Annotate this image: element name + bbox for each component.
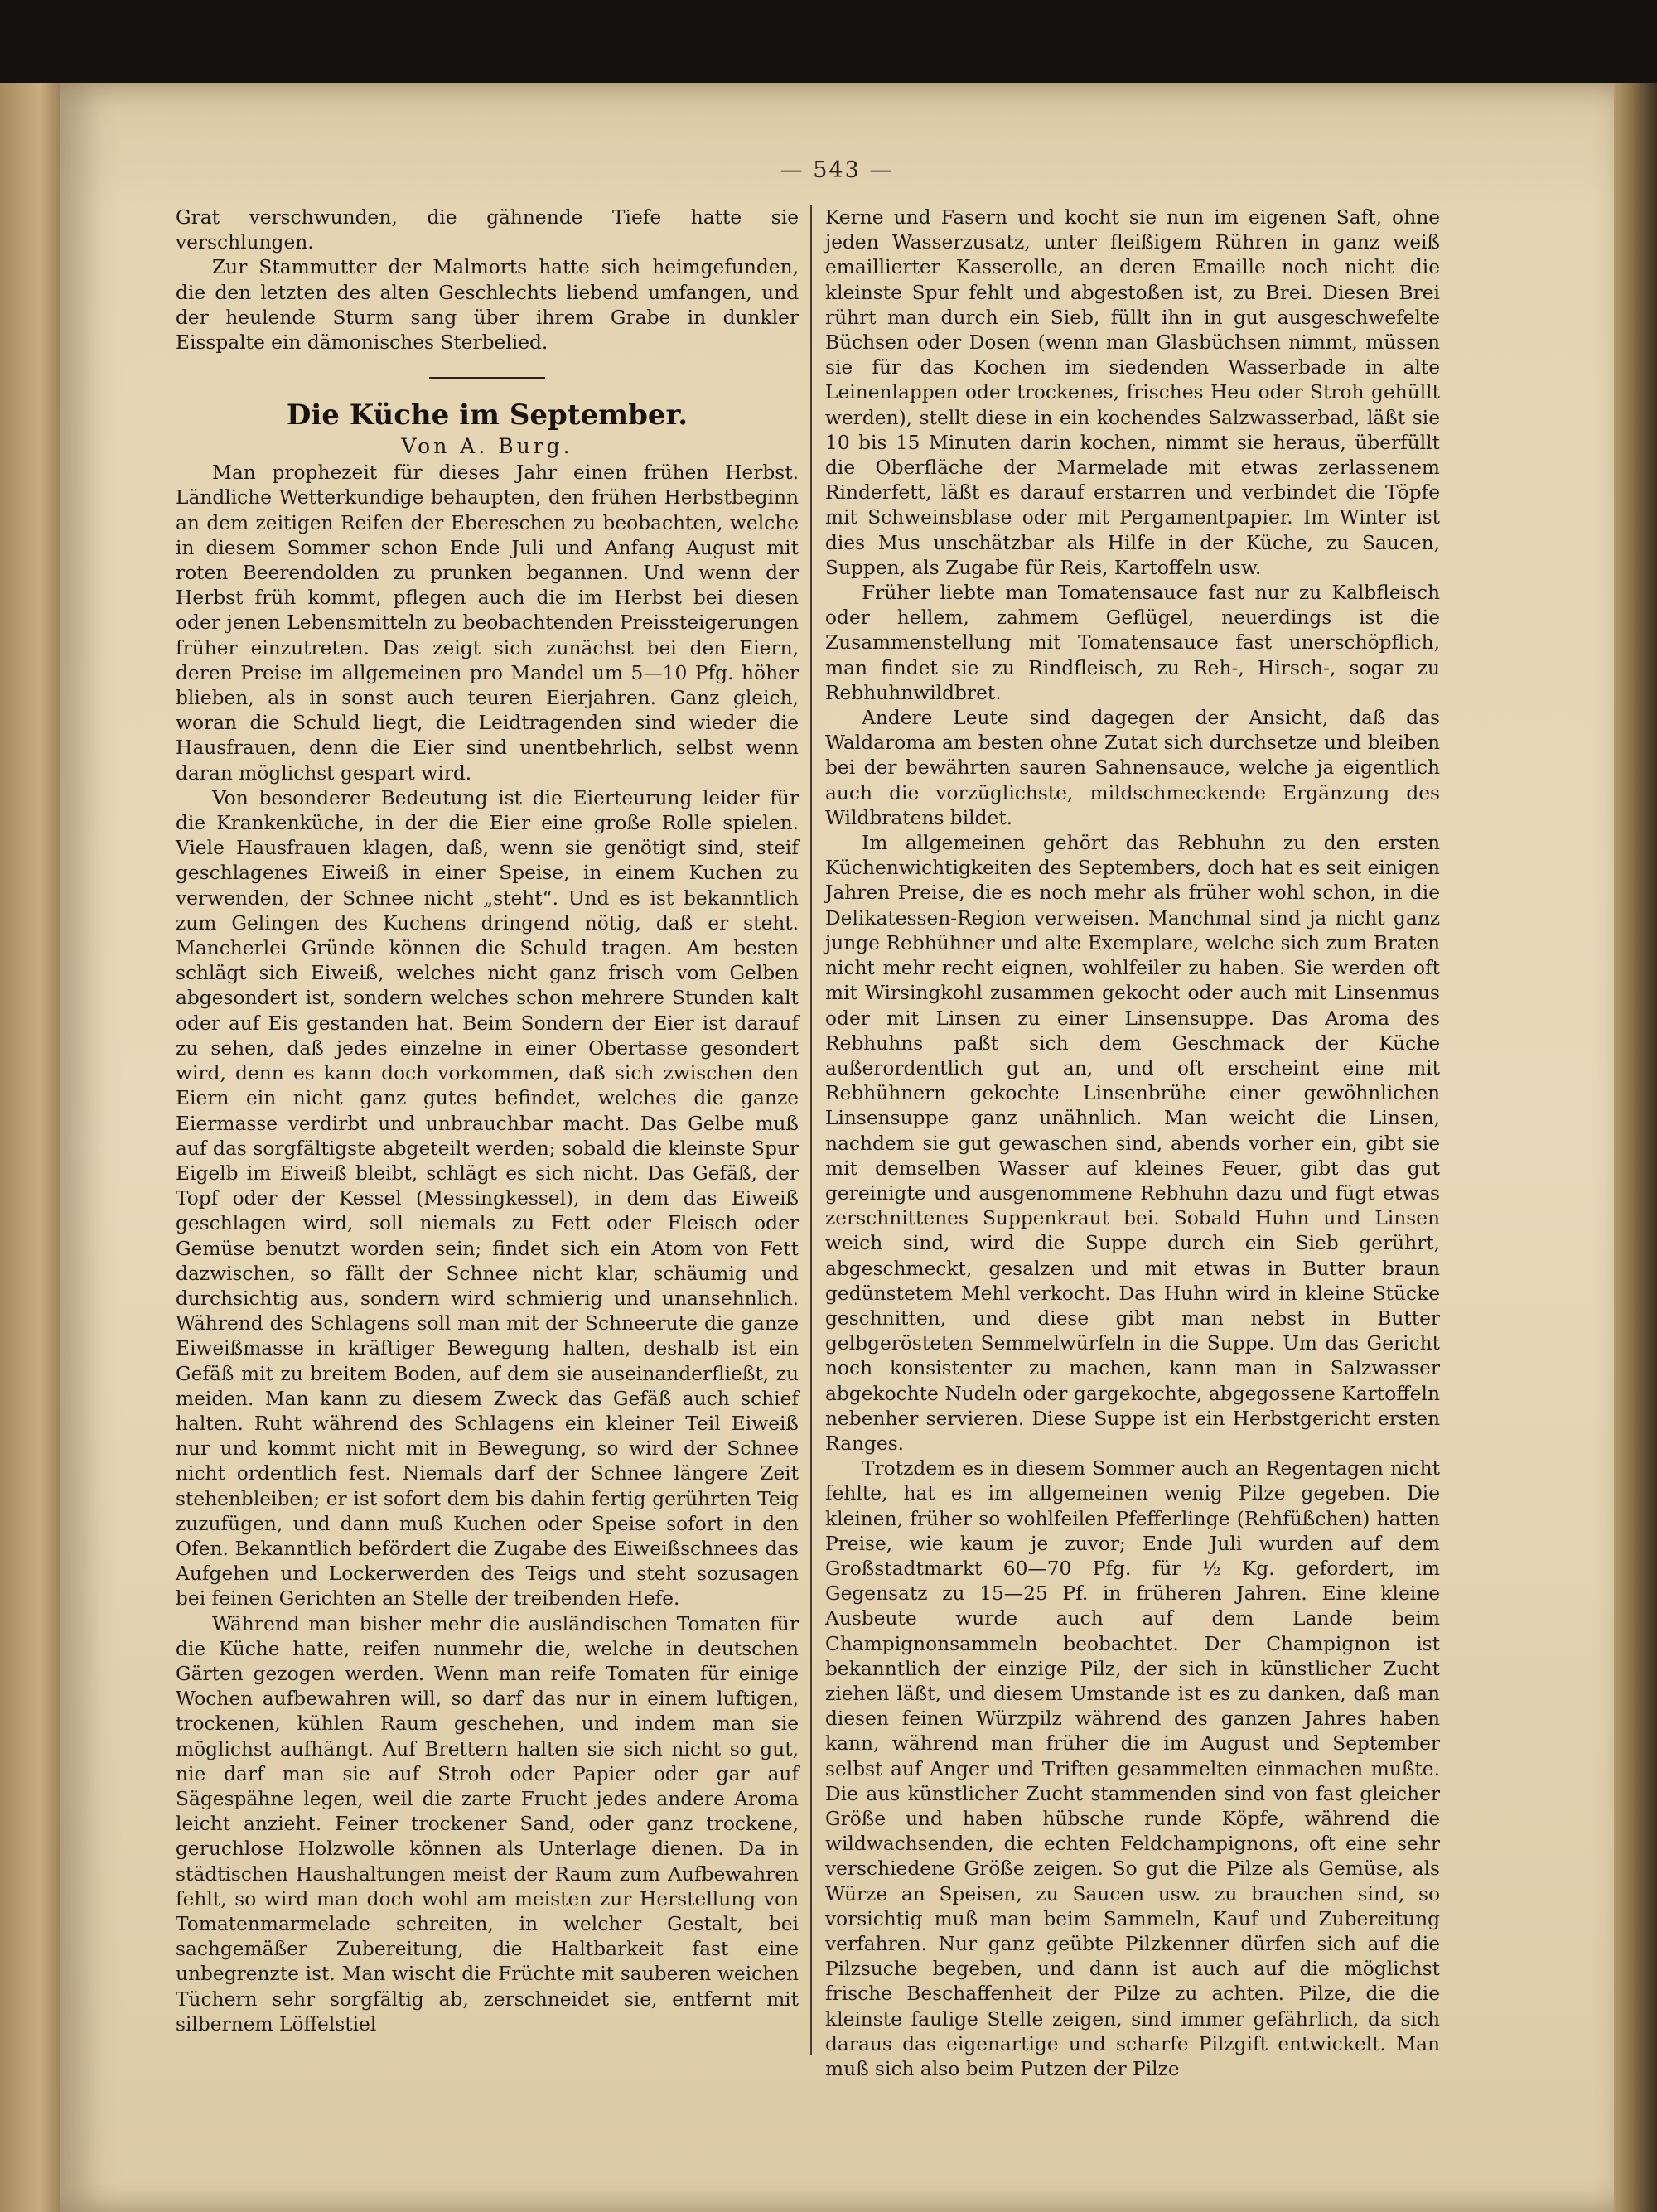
article-paragraph: Man prophezeit für dieses Jahr einen frühen Herbst. Ländliche Wetterkundige behaupten, den frühen Herbstbeginn an dem zeitigen Reifen der Ebereschen zu beobachten, welche in diesem Sommer schon Ende Juli und Anfang August mit roten Beerendolden zu prunken begannen. Und wenn der Herbst früh kommt, pflegen auch die im Herbst bei diesen oder jenen Lebensmitteln zu beobachtenden Preissteigerungen früher einzutreten. Das zeigt sich zunächst bei den Eiern, deren Preise im allgemeinen pro Mandel um 5—10 Pfg. höher blieben, als in sonst auch teuren Eierjahren. Ganz gleich, woran die Schuld liegt, die Leidtragenden sind wieder die Hausfrauen, denn die Eier sind unentbehrlich, selbst wenn daran möglichst gespart wird. bbox=[176, 461, 799, 785]
article-title: Die Küche im September. bbox=[286, 398, 688, 432]
left-column bbox=[176, 205, 799, 2037]
page-stack-edge bbox=[1614, 83, 1657, 2212]
column-divider bbox=[810, 205, 812, 2055]
previous-page-edge bbox=[0, 83, 66, 2212]
article-paragraph: Früher liebte man Tomatensauce fast nur zu Kalbfleisch oder hellem, zahmem Geflügel, neuerdings ist die Zusammenstellung mit Tomatensauce fast unerschöpflich, man findet sie zu Rindfleisch, zu Reh-, Hirsch-, sogar zu Rebhuhnwildbret. bbox=[825, 582, 1440, 704]
right-column bbox=[825, 205, 1440, 2082]
story-ending-paragraph: Grat verschwunden, die gähnende Tiefe hatte sie verschlungen. bbox=[176, 206, 799, 254]
article-paragraph: Während man bisher mehr die ausländischen Tomaten für die Küche hatte, reifen nunmehr die, welche in deutschen Gärten gezogen werden. Wenn man reife Tomaten für einige Wochen aufbewahren will, so darf das nur in einem luftigen, trockenen, kühlen Raum geschehen, und indem man sie möglichst aufhängt. Auf Brettern halten sie sich nicht so gut, nie darf man sie auf Stroh oder Papier oder gar auf Sägespähne legen, weil die zarte Frucht jedes andere Aroma leicht anzieht. Feiner trockener Sand, oder ganz trockene, geruchlose Holzwolle können als Unterlage dienen. Da in städtischen Haushaltungen meist der Raum zum Aufbewahren fehlt, so wird man doch wohl am meisten zur Herstellung von Tomatenmarmelade schreiten, in welcher Gestalt, bei sachgemäßer Zubereitung, die Haltbarkeit fast eine unbegrenzte ist. Man wischt die Früchte mit sauberen weichen Tüchern sehr sorgfältig ab, zerschneidet sie, entfernt mit silbernem Löffelstiel bbox=[176, 1612, 799, 2036]
article-paragraph: Von besonderer Bedeutung ist die Eierteurung leider für die Krankenküche, in der die Eier eine große Rolle spielen. Viele Hausfrauen klagen, daß, wenn sie genötigt sind, steif geschlagenes Eiweiß in einer Speise, in einem Kuchen zu verwenden, der Schnee nicht „steht“. Und es ist bekanntlich zum Gelingen des Kuchens dringend nötig, daß er steht. Mancherlei Gründe können die Schuld tragen. Am besten schlägt sich Eiweiß, welches nicht ganz frisch vom Gelben abgesondert ist, sondern welches schon mehrere Stunden kalt oder auf Eis gestanden hat. Beim Sondern der Eier ist darauf zu sehen, daß jedes einzelne in einer Obertasse gesondert wird, denn es kann doch vorkommen, daß sich zwischen den Eiern ein nicht ganz gutes befindet, welches die ganze Eiermasse verdirbt und unbrauchbar macht. Das Gelbe muß auf das sorgfältigste abgeteilt werden; sobald die kleinste Spur Eigelb im Eiweiß bleibt, schlägt es sich nicht. Das Gefäß, der Topf oder der Kessel (Messingkessel), in dem das Eiweiß geschlagen wird, soll niemals zu Fett oder Fleisch oder Gemüse benutzt worden sein; findet sich ein Atom von Fett dazwischen, so fällt der Schnee nicht klar, schäumig und durchsichtig aus, sondern wird schmierig und unansehnlich. Während des Schlagens soll man mit der Schneerute die ganze Eiweißmasse in kräftiger Bewegung halten, deshalb ist ein Gefäß mit zu breitem Boden, auf dem sie auseinanderfließt, zu meiden. Man kann zu diesem Zweck das Gefäß auch schief halten. Ruht während des Schlagens ein kleiner Teil Eiweiß nur und kommt nicht mit in Bewegung, so wird der Schnee nicht ordentlich fest. Niemals darf der Schnee längere Zeit stehenbleiben; er ist sofort dem bis dahin fertig gerührten Teig zuzufügen, und dann muß Kuchen oder Speise sofort in den Ofen. Bekanntlich befördert die Zugabe des Eiweißschnees das Aufgehen und Lockerwerden des Teigs und steht sozusagen bei feinen Gerichten an Stelle der treibenden Hefe. bbox=[176, 786, 799, 1611]
article-paragraph: Kerne und Fasern und kocht sie nun im eigenen Saft, ohne jeden Wasserzusatz, unter fleißigem Rühren in ganz weiß emaillierter Kasserolle, an deren Emaille noch nicht die kleinste Spur fehlt und abgestoßen ist, zu Brei. Diesen Brei rührt man durch ein Sieb, füllt ihn in gut ausgeschwefelte Büchsen oder Dosen (wenn man Glasbüchsen nimmt, müssen sie für das Kochen im siedenden Wasserbade in alte Leinenlappen oder trockenes, frisches Heu oder Stroh gehüllt werden), stellt diese in ein kochendes Salzwasserbad, läßt sie 10 bis 15 Minuten darin kochen, nimmt sie heraus, überfüllt die Oberfläche der Marmelade mit etwas zerlassenem Rinderfett, läßt es darauf erstarren und verbindet die Töpfe mit Schweinsblase oder mit Pergamentpapier. Im Winter ist dies Mus unschätzbar als Hilfe in der Küche, zu Saucen, Suppen, als Zugabe für Reis, Kartoffeln usw. bbox=[825, 206, 1440, 579]
article-paragraph: Andere Leute sind dagegen der Ansicht, daß das Waldaroma am besten ohne Zutat sich durchsetze und bleiben bei der bewährten sauren Sahnensauce, welche ja eigentlich auch die vorzüglichste, mildschmeckende Ergänzung des Wildbratens bildet. bbox=[825, 707, 1440, 829]
section-separator bbox=[429, 377, 545, 379]
page-number: — 543 — bbox=[780, 157, 894, 183]
article-byline: Von A. Burg. bbox=[401, 434, 573, 459]
story-ending-paragraph: Zur Stammutter der Malmorts hatte sich heimgefunden, die den letzten des alten Geschlechts liebend umfangen, und der heulende Sturm sang über ihrem Grabe in dunkler Eisspalte ein dämonisches Sterbelied. bbox=[176, 256, 799, 355]
article-paragraph: Trotzdem es in diesem Sommer auch an Regentagen nicht fehlte, hat es im allgemeinen wenig Pilze gegeben. Die kleinen, früher so wohlfeilen Pfefferlinge (Rehfüßchen) hatten Preise, wie kaum je zuvor; Ende Juli wurden auf dem Großstadtmarkt 60—70 Pfg. für ½ Kg. gefordert, im Gegensatz zu 15—25 Pf. in früheren Jahren. Eine kleine Ausbeute wurde auch auf dem Lande beim Champignonsammeln beobachtet. Der Champignon ist bekanntlich der einzige Pilz, der sich in künstlicher Zucht ziehen läßt, und diesem Umstande ist es zu danken, daß man diesen feinen Würzpilz während des ganzen Jahres haben kann, während man früher die im August und September selbst auf Anger und Triften gesammelten einmachen mußte. Die aus künstlicher Zucht stammenden sind von fast gleicher Größe und haben hübsche runde Köpfe, während die wildwachsenden, die echten Feldchampignons, oft eine sehr verschiedene Größe zeigen. So gut die Pilze als Gemüse, als Würze an Speisen, zu Saucen usw. zu brauchen sind, so vorsichtig muß man beim Sammeln, Kauf und Zubereitung verfahren. Nur ganz geübte Pilzkenner dürfen sich auf die Pilzsuche begeben, und dann ist auch auf die möglichst frische Beschaffenheit der Pilze zu achten. Pilze, die die kleinste faulige Stelle zeigen, sind immer gefährlich, da sich daraus das eigenartige und scharfe Pilzgift entwickelt. Man muß sich also beim Putzen der Pilze bbox=[825, 1457, 1440, 2081]
article-paragraph: Im allgemeinen gehört das Rebhuhn zu den ersten Küchenwichtigkeiten des Septembers, doch hat es seit einigen Jahren Preise, die es noch mehr als früher wohl schon, in die Delikatessen-Region verweisen. Manchmal sind ja nicht ganz junge Rebhühner und alte Exemplare, welche sich zum Braten nicht mehr recht eignen, wohlfeiler zu haben. Sie werden oft mit Wirsingkohl zusammen gekocht oder auch mit Linsenmus oder mit Linsen zu einer Linsensuppe. Das Aroma des Rebhuhns paßt sich dem Geschmack der Küche außerordentlich gut an, und oft erscheint eine mit Rebhühnern gekochte Linsenbrühe einer gewöhnlichen Linsensuppe ganz unähnlich. Man weicht die Linsen, nachdem sie gut gewaschen sind, abends vorher ein, gibt sie mit demselben Wasser auf kleines Feuer, gibt das gut gereinigte und ausgenommene Rebhuhn dazu und fügt etwas zerschnittenes Suppenkraut bei. Sobald Huhn und Linsen weich sind, wird die Suppe durch ein Sieb gerührt, abgeschmeckt, gesalzen und mit etwas in Butter braun gedünstetem Mehl verkocht. Das Huhn wird in kleine Stücke geschnitten, und diese gibt man nebst in Butter gelbgerösteten Semmelwürfeln in die Suppe. Um das Gericht noch konsistenter zu machen, kann man in Salzwasser abgekochte Nudeln oder gargekochte, abgegossene Kartoffeln nebenher servieren. Diese Suppe ist ein Herbstgericht ersten Ranges. bbox=[825, 832, 1440, 1455]
